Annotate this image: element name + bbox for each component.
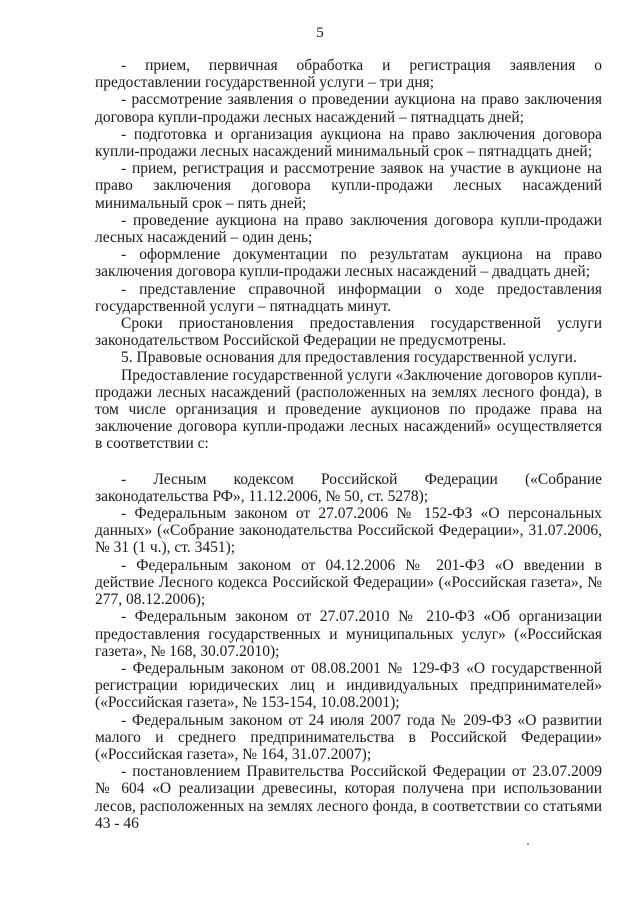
legal-item-210-fz: - Федеральным законом от 27.07.2010 № 210-ФЗ «Об организации предоставления государственных и муниципальных услуг» («Российская газета», № 168, 30.07.2010); <box>95 608 602 660</box>
paragraph-term-documentation: - оформление документации по результатам аукциона на право заключения договора купли-продажи лесных насаждений – двадцать дней; <box>95 246 602 281</box>
legal-item-129-fz: - Федеральным законом от 08.08.2001 № 129-ФЗ «О государственной регистрации юридических лиц и индивидуальных предпринимателей» («Российская газета», № 153-154, 10.08.2001); <box>95 659 602 712</box>
paragraph-term-review: - рассмотрение заявления о проведении аукциона на право заключения договора купли-продажи лесных насаждений – пятнадцать дней; <box>95 91 602 126</box>
legal-item-201-fz: - Федеральным законом от 04.12.2006 № 201-ФЗ «О введении в действие Лесного кодекса Российской Федерации» («Российская газета», № 277, 08.12.2006); <box>95 556 602 609</box>
paragraph-legal-intro: Предоставление государственной услуги «Заключение договоров купли-продажи лесных насаждений (расположенных на землях лесного фонда), в том числе организация и проведение аукционов по продаже права на заключение договора купли-продажи лесных насаждений» осуществляется в соответствии с: <box>95 366 602 453</box>
scan-speck <box>527 843 529 845</box>
document-body <box>95 57 602 832</box>
legal-item-209-fz: - Федеральным законом от 24 июля 2007 года № 209-ФЗ «О развитии малого и среднего предпринимательства в Российской Федерации» («Российская газета», № 164, 31.07.2007); <box>95 711 602 763</box>
page-number: 5 <box>316 25 324 41</box>
legal-item-152-fz: - Федеральным законом от 27.07.2006 № 152-ФЗ «О персональных данных» («Собрание законодательства Российской Федерации», 31.07.2006, № 31 (1 ч.), ст. 3451); <box>95 505 602 557</box>
section-heading-legal-basis: 5. Правовые основания для предоставления государственной услуги. <box>121 349 577 367</box>
paragraph-term-auction: - проведение аукциона на право заключения договора купли-продажи лесных насаждений – один день; <box>95 211 602 247</box>
legal-item-decree-604: - постановлением Правительства Российской Федерации от 23.07.2009 № 604 «О реализации древесины, которая получена при использовании лесов, расположенных на землях лесного фонда, в соответствии со статьями 43 - 46 <box>95 763 602 832</box>
paragraph-term-applications: - прием, регистрация и рассмотрение заявок на участие в аукционе на право заключения договора купли-продажи лесных насаждений минимальный срок – пять дней; <box>95 160 602 212</box>
paragraph-term-registration: - прием, первичная обработка и регистрация заявления о предоставлении государственной услуги – три дня; <box>95 57 602 92</box>
paragraph-term-preparation: - подготовка и организация аукциона на право заключения договора купли-продажи лесных насаждений минимальный срок – пятнадцать дней; <box>95 125 602 161</box>
paragraph-term-reference-info: - представление справочной информации о ходе предоставления государственной услуги – пятнадцать минут. <box>95 280 602 315</box>
paragraph-suspension: Сроки приостановления предоставления государственной услуги законодательством Российской Федерации не предусмотрены. <box>95 315 602 350</box>
legal-item-forest-code: - Лесным кодексом Российской Федерации («Собрание законодательства РФ», 11.12.2006, № 50, ст. 5278); <box>95 470 602 505</box>
